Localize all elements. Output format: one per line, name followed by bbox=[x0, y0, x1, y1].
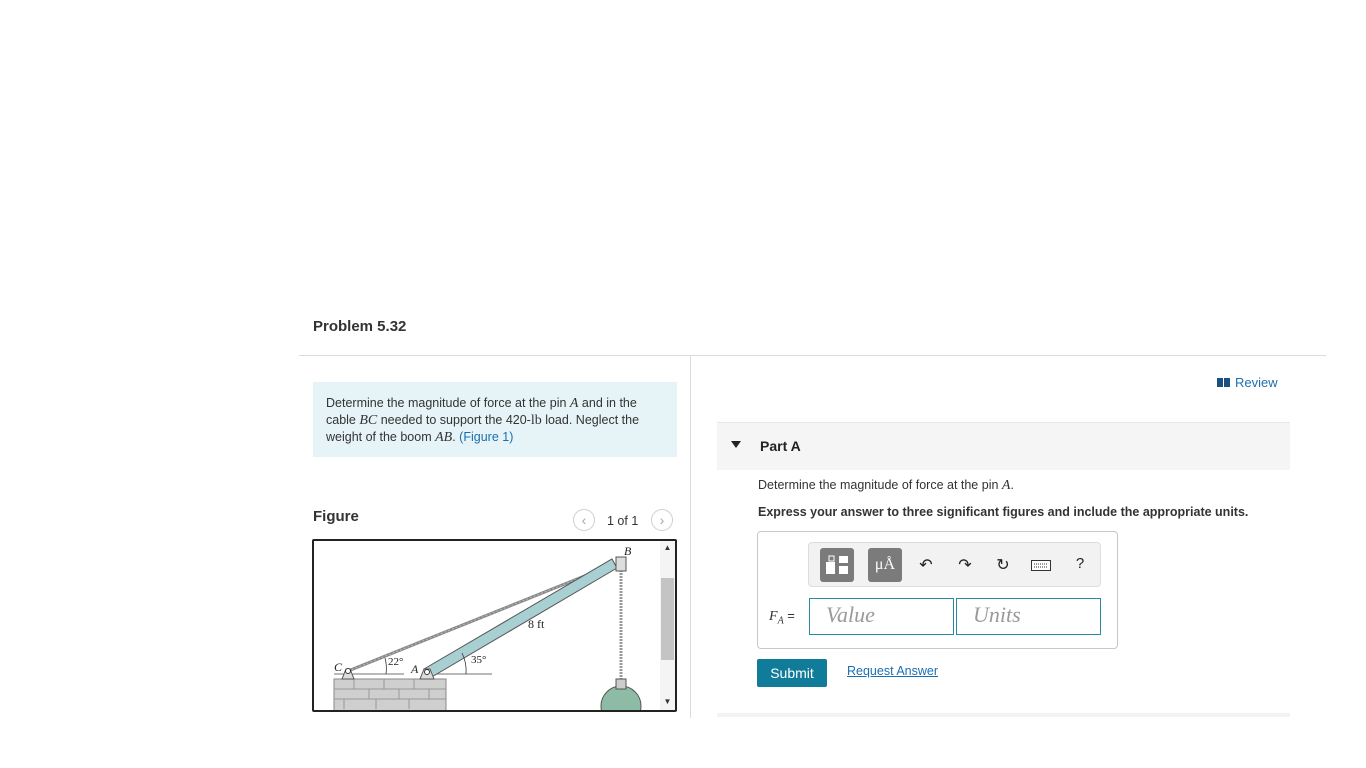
submit-button[interactable]: Submit bbox=[757, 659, 827, 687]
reset-icon[interactable]: ↻ bbox=[996, 557, 1010, 574]
figure-link[interactable]: (Figure 1) bbox=[459, 430, 514, 444]
units-input[interactable]: Units bbox=[956, 598, 1101, 635]
question-variable: A bbox=[1001, 478, 1011, 493]
problem-title: Problem 5.32 bbox=[313, 318, 407, 335]
cable-variable: BC bbox=[359, 413, 378, 428]
question-text: Determine the magnitude of force at the pin bbox=[758, 478, 1002, 492]
help-icon[interactable]: ? bbox=[1075, 555, 1085, 572]
part-a-footer bbox=[717, 713, 1290, 717]
keyboard-icon[interactable] bbox=[1031, 558, 1051, 576]
wall-base bbox=[334, 679, 446, 710]
figure-viewer bbox=[312, 539, 677, 712]
boom-variable: AB bbox=[435, 430, 453, 445]
variable-f: F bbox=[769, 609, 778, 624]
equals-sign: = bbox=[783, 608, 795, 623]
next-figure-button[interactable] bbox=[651, 509, 673, 531]
chevron-right-icon: › bbox=[659, 512, 665, 528]
intro-text-1: Determine the magnitude of force at the pin bbox=[326, 396, 570, 410]
templates-icon bbox=[824, 553, 850, 577]
part-a-question bbox=[758, 478, 1014, 494]
value-input[interactable]: Value bbox=[809, 598, 954, 635]
header-divider bbox=[299, 355, 1326, 356]
label-length: 8 ft bbox=[528, 617, 545, 631]
part-a-header[interactable] bbox=[717, 422, 1290, 470]
templates-button[interactable] bbox=[820, 548, 854, 582]
answer-variable-label bbox=[769, 608, 795, 627]
review-link[interactable] bbox=[1217, 375, 1278, 390]
math-toolbar bbox=[808, 542, 1101, 587]
units-button[interactable] bbox=[868, 548, 902, 582]
review-label: Review bbox=[1235, 375, 1278, 390]
part-a-title: Part A bbox=[760, 438, 801, 454]
question-end: . bbox=[1010, 478, 1014, 492]
load-unit: lb bbox=[530, 413, 542, 428]
book-icon bbox=[1217, 378, 1230, 387]
variable-subscript: A bbox=[777, 615, 784, 627]
chevron-left-icon: ‹ bbox=[581, 512, 587, 528]
pin-variable: A bbox=[569, 396, 579, 411]
answer-instruction: Express your answer to three significant figures and include the appropriate units. bbox=[758, 505, 1249, 519]
scroll-down-icon[interactable]: ▼ bbox=[663, 697, 672, 706]
scrollbar-thumb[interactable] bbox=[661, 578, 674, 660]
units-icon: μÅ bbox=[874, 556, 896, 573]
redo-icon[interactable]: ↷ bbox=[958, 557, 972, 574]
load-weight bbox=[601, 686, 641, 710]
intro-text-5: . bbox=[452, 430, 460, 444]
column-divider bbox=[690, 356, 691, 718]
intro-text-3: needed to support the 420- bbox=[377, 413, 531, 427]
label-c: C bbox=[334, 660, 343, 674]
undo-icon[interactable]: ↶ bbox=[919, 557, 933, 574]
problem-statement bbox=[313, 382, 677, 457]
collapse-caret-icon[interactable] bbox=[731, 441, 741, 448]
figure-pager: 1 of 1 bbox=[607, 514, 639, 528]
boom-cable-diagram bbox=[314, 541, 675, 710]
label-a: A bbox=[411, 662, 419, 676]
pulley-b bbox=[616, 557, 626, 571]
request-answer-link[interactable]: Request Answer bbox=[847, 664, 939, 678]
intro-text-2: and in the cable bbox=[326, 396, 637, 427]
label-angle-22: 22° bbox=[388, 656, 404, 668]
scroll-up-icon[interactable]: ▲ bbox=[663, 543, 672, 552]
previous-figure-button[interactable] bbox=[573, 509, 595, 531]
label-b: B bbox=[624, 544, 632, 558]
label-angle-35: 35° bbox=[471, 654, 487, 666]
boom-ab bbox=[424, 559, 617, 678]
intro-text-4: load. Neglect the weight of the boom bbox=[326, 413, 640, 444]
figure-heading: Figure bbox=[313, 508, 359, 525]
